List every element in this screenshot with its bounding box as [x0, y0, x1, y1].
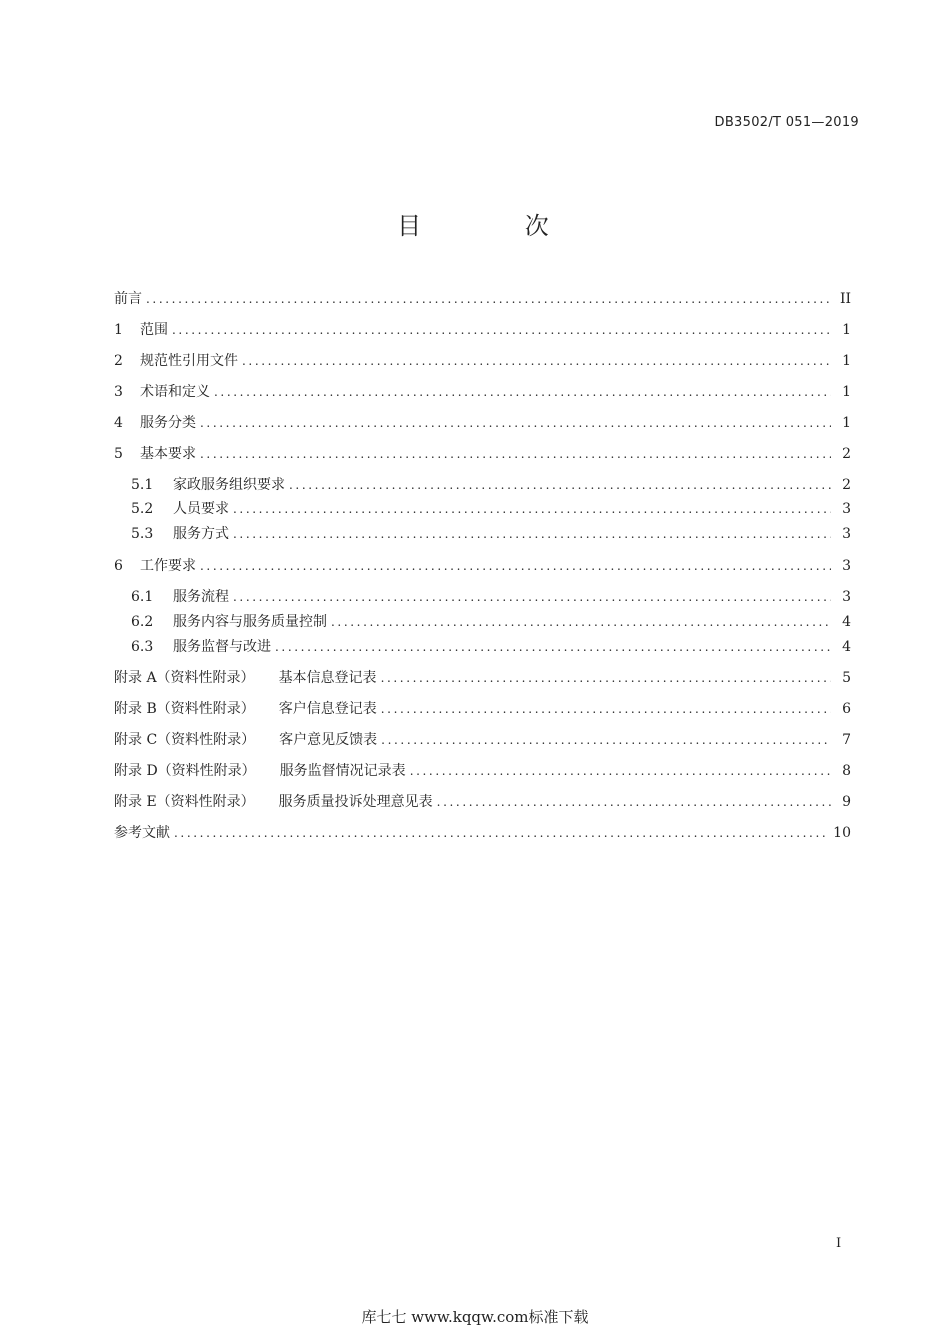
- toc-entry[interactable]: [114, 413, 851, 433]
- dot-leader: [233, 499, 831, 519]
- toc-entry-page: 4: [842, 639, 851, 655]
- toc-entry-number: 5.2: [131, 501, 154, 517]
- toc-entry[interactable]: [131, 475, 851, 495]
- dot-leader: [275, 637, 831, 657]
- toc-entry[interactable]: [114, 699, 851, 719]
- toc-entry[interactable]: [131, 637, 851, 657]
- toc-entry-label: 家政服务组织要求: [173, 477, 285, 493]
- dot-leader: [146, 289, 831, 309]
- toc-entry[interactable]: [114, 668, 851, 688]
- toc-entry-number: 1: [114, 322, 123, 338]
- toc-entry-page: 2: [842, 477, 851, 493]
- standard-number: DB3502/T 051—2019: [714, 115, 859, 130]
- dot-leader: [242, 351, 831, 371]
- toc-entry-page: 5: [842, 670, 851, 686]
- toc-entry-number: 2: [114, 353, 123, 369]
- toc-entry-label: 服务监督与改进: [173, 639, 271, 655]
- toc-entry-number: 6.1: [131, 589, 154, 605]
- toc-entry-number: 4: [114, 415, 123, 431]
- footer-watermark: 库七七 www.kqqw.com标准下载: [361, 1308, 589, 1326]
- toc-entry-label: 参考文献: [114, 825, 170, 841]
- dot-leader: [200, 556, 831, 576]
- toc-entry-page: 3: [842, 526, 851, 542]
- toc-entry-page: 1: [842, 353, 851, 369]
- toc-entry-label: 人员要求: [173, 501, 229, 517]
- dot-leader: [381, 668, 831, 688]
- toc-entry-page: 1: [842, 384, 851, 400]
- dot-leader: [381, 730, 831, 750]
- dot-leader: [437, 792, 831, 812]
- toc-entry-page: 8: [842, 763, 851, 779]
- toc-entry-label: 客户信息登记表: [278, 701, 377, 717]
- toc-entry-page: 10: [833, 825, 851, 841]
- toc-entry[interactable]: [114, 556, 851, 576]
- toc-entry-appendix-prefix: 附录 E（资料性附录）: [114, 794, 255, 810]
- toc-entry-page: 4: [842, 614, 851, 630]
- toc-entry-page: II: [839, 291, 851, 307]
- toc-entry-number: 5.3: [131, 526, 154, 542]
- dot-leader: [410, 761, 831, 781]
- toc-entry-appendix-prefix: 附录 A（资料性附录）: [114, 670, 255, 686]
- dot-leader: [381, 699, 831, 719]
- toc-entry[interactable]: [114, 730, 851, 750]
- dot-leader: [174, 823, 825, 843]
- dot-leader: [200, 413, 831, 433]
- toc-entry-appendix-prefix: 附录 B（资料性附录）: [114, 701, 255, 717]
- toc-entry-page: 2: [842, 446, 851, 462]
- toc-entry-label: 服务质量投诉处理意见表: [278, 794, 433, 810]
- toc-entry-label: 服务内容与服务质量控制: [173, 614, 327, 630]
- toc-entry[interactable]: [131, 524, 851, 544]
- toc-entry-label: 客户意见反馈表: [279, 732, 378, 748]
- dot-leader: [172, 320, 831, 340]
- toc-entry-page: 3: [842, 558, 851, 574]
- toc-entry-page: 9: [842, 794, 851, 810]
- toc-entry-page: 7: [842, 732, 851, 748]
- toc-entry[interactable]: [131, 587, 851, 607]
- toc-entry[interactable]: [131, 499, 851, 519]
- toc-entry-label: 规范性引用文件: [140, 353, 238, 369]
- toc-entry-appendix-prefix: 附录 D（资料性附录）: [114, 763, 256, 779]
- page-title: 目 次: [397, 212, 597, 240]
- toc-entry[interactable]: [114, 351, 851, 371]
- dot-leader: [214, 382, 831, 402]
- toc-entry-page: 1: [842, 322, 851, 338]
- toc-entry-page: 3: [842, 501, 851, 517]
- toc-entry-label: 范围: [140, 322, 168, 338]
- toc-entry-label: 基本要求: [140, 446, 196, 462]
- dot-leader: [233, 524, 831, 544]
- toc-entry[interactable]: [114, 823, 851, 843]
- toc-entry[interactable]: [114, 761, 851, 781]
- toc-entry[interactable]: [114, 320, 851, 340]
- toc-entry[interactable]: [131, 612, 851, 632]
- toc-entry-label: 服务监督情况记录表: [279, 763, 406, 779]
- dot-leader: [289, 475, 831, 495]
- toc-entry-label: 基本信息登记表: [278, 670, 377, 686]
- toc-entry[interactable]: [114, 289, 851, 309]
- dot-leader: [233, 587, 831, 607]
- toc-entry[interactable]: [114, 792, 851, 812]
- toc-entry-number: 6: [114, 558, 123, 574]
- toc-entry-number: 5: [114, 446, 123, 462]
- toc-entry[interactable]: [114, 444, 851, 464]
- dot-leader: [331, 612, 831, 632]
- toc-entry-label: 服务方式: [173, 526, 229, 542]
- toc-entry-number: 6.2: [131, 614, 154, 630]
- toc-entry-page: 3: [842, 589, 851, 605]
- dot-leader: [200, 444, 831, 464]
- toc-entry-number: 3: [114, 384, 123, 400]
- toc-entry-label: 术语和定义: [140, 384, 210, 400]
- toc-entry-number: 6.3: [131, 639, 154, 655]
- toc-entry-appendix-prefix: 附录 C（资料性附录）: [114, 732, 256, 748]
- toc-entry[interactable]: [114, 382, 851, 402]
- toc-entry-label: 服务流程: [173, 589, 229, 605]
- toc-entry-label: 服务分类: [140, 415, 196, 431]
- toc-entry-label: 前言: [114, 291, 142, 307]
- toc-entry-page: 6: [842, 701, 851, 717]
- toc-entry-number: 5.1: [131, 477, 154, 493]
- toc-entry-page: 1: [842, 415, 851, 431]
- page-number: I: [836, 1236, 842, 1251]
- toc-entry-label: 工作要求: [140, 558, 196, 574]
